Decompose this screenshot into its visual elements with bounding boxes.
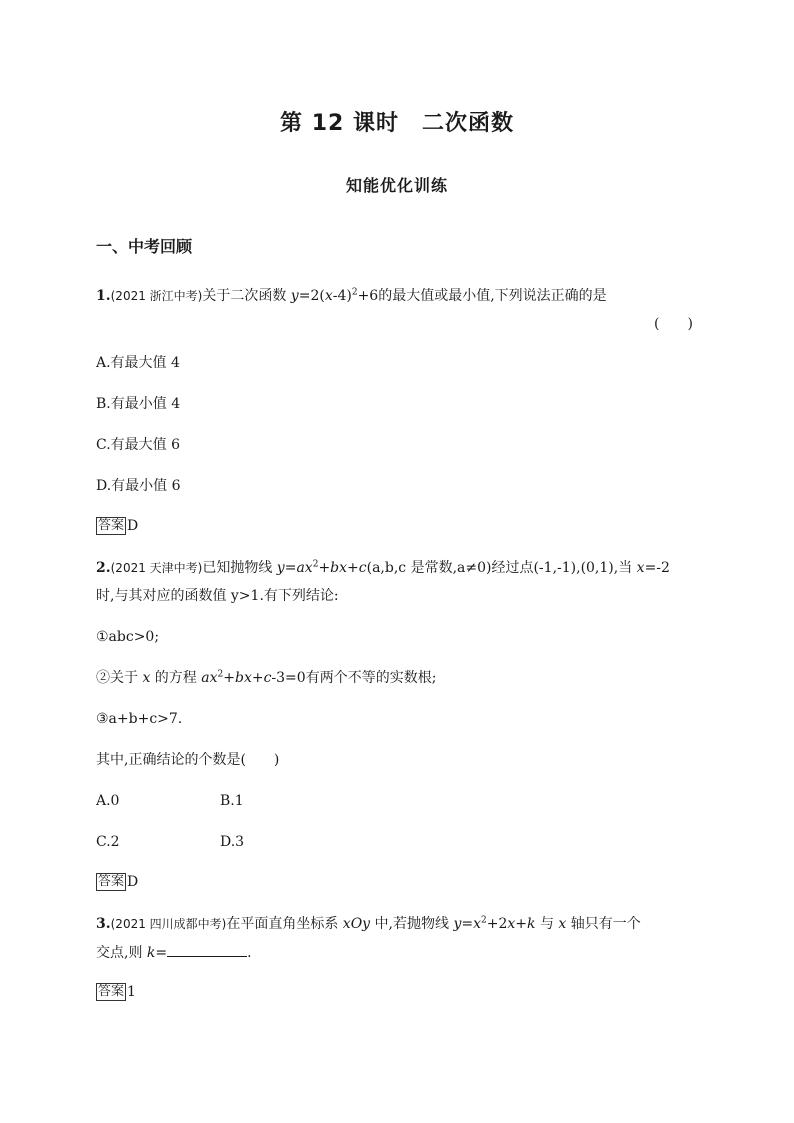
question-2-equation: $ax^2+bx+c-3=0$ bbox=[201, 669, 306, 686]
page-title: 第 12 课时 二次函数 bbox=[280, 111, 514, 136]
question-1-option-b: B.有最小值 4 bbox=[96, 396, 181, 412]
question-2-number: 2. bbox=[96, 560, 111, 576]
question-1-answer-value: D bbox=[127, 518, 139, 534]
question-1-option-d: D.有最小值 6 bbox=[96, 478, 181, 494]
answer-label: 答案 bbox=[98, 984, 125, 999]
question-2-answer-value: D bbox=[127, 874, 139, 890]
question-1-answer bbox=[96, 516, 138, 536]
question-2-option-c: C.2 bbox=[96, 834, 120, 850]
question-3-formula: $y=x^2+2x+k$ bbox=[453, 915, 536, 932]
question-1-number: 1. bbox=[96, 288, 111, 304]
answer-label: 答案 bbox=[98, 518, 125, 533]
question-3-source: (2021 四川成都中考) bbox=[110, 917, 227, 931]
question-1-answer-paren: ( ) bbox=[654, 316, 693, 332]
question-1-source: (2021 浙江中考) bbox=[110, 289, 203, 303]
page-subtitle: 知能优化训练 bbox=[345, 176, 448, 195]
question-3: 3.(2021 四川成都中考)在平面直角坐标系 xOy 中,若抛物线 $y=x^2+2x+k$ 与 x 轴只有一个 bbox=[96, 915, 641, 932]
question-3-answer-value: 1 bbox=[127, 984, 136, 1000]
question-3-blank[interactable] bbox=[167, 942, 247, 957]
question-1-option-c: C.有最大值 6 bbox=[96, 437, 181, 453]
section-heading: 一、中考回顾 bbox=[96, 237, 193, 256]
question-2-option-a: A.0 bbox=[96, 793, 120, 809]
question-2-conclusion-2: ②关于 x 的方程 $ax^2+bx+c-3=0$有两个不等的实数根; bbox=[96, 669, 437, 686]
question-1-formula: $y=2(x-4)^2+6$ bbox=[290, 287, 379, 304]
question-2: 2.(2021 天津中考)已知抛物线 $y=ax^2+bx+c(a,b,c$ 是常数,a≠0)经过点(-1,-1),(0,1),当 x=-2 bbox=[96, 559, 670, 576]
question-2-answer bbox=[96, 872, 138, 892]
question-2-line-2: 时,与其对应的函数值 y>1.有下列结论: bbox=[96, 588, 339, 604]
question-3-number: 3. bbox=[96, 916, 111, 932]
question-2-question: 其中,正确结论的个数是( ) bbox=[96, 752, 280, 768]
question-2-conclusion-3: ③a+b+c>7. bbox=[96, 711, 183, 727]
question-1: 1.(2021 浙江中考)关于二次函数 $y=2(x-4)^2+6$的最大值或最小值,下列说法正确的是 bbox=[96, 287, 607, 304]
question-2-formula: $y=ax^2+bx+c$ bbox=[276, 559, 367, 576]
question-3-answer bbox=[96, 982, 136, 1002]
question-3-line-2: 交点,则 k= . bbox=[96, 942, 252, 963]
question-1-option-a: A.有最大值 4 bbox=[96, 355, 180, 371]
question-2-option-d: D.3 bbox=[220, 834, 245, 850]
question-2-option-b: B.1 bbox=[220, 793, 244, 809]
question-2-conclusion-1: ①abc>0; bbox=[96, 629, 160, 645]
question-2-source: (2021 天津中考) bbox=[110, 561, 203, 575]
answer-label: 答案 bbox=[98, 874, 125, 889]
